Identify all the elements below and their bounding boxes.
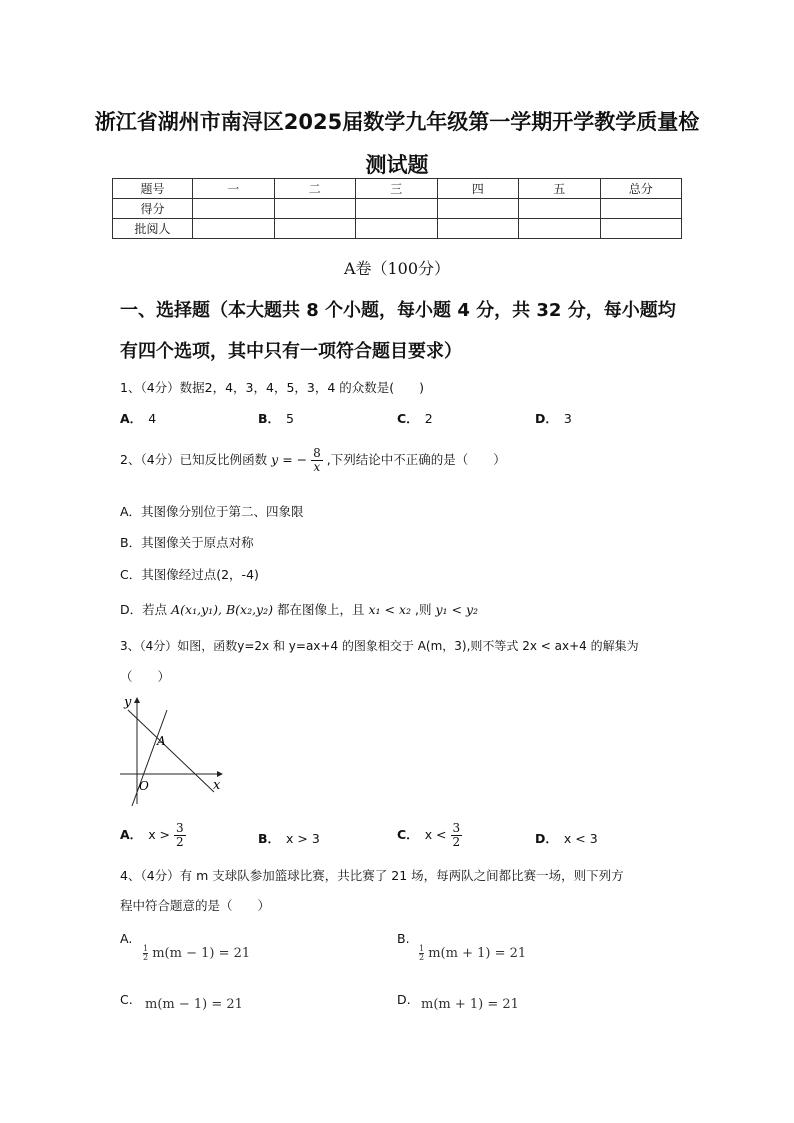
page-title-line-2: 测试题 bbox=[365, 153, 429, 177]
score-cell[interactable] bbox=[193, 199, 275, 219]
q4-option-d[interactable]: m(m + 1) = 21 bbox=[421, 997, 519, 1012]
question-2-text: 2、（4分）已知反比例函数 y = − $\frac{8}{x}$ ,下列结论中不正确的是（ ） bbox=[120, 446, 506, 474]
header-cell: 三 bbox=[356, 179, 438, 199]
header-cell: 四 bbox=[437, 179, 519, 199]
section-1-heading-line-2: 有四个选项，其中只有一项符合题目要求） bbox=[120, 341, 462, 362]
q3-option-c[interactable]: C． x < $\frac{3}{2}$ bbox=[397, 821, 461, 849]
q3-option-a[interactable]: A． x > $\frac{3}{2}$ bbox=[120, 821, 184, 849]
q2-option-c[interactable]: C．其图像经过点(2，-4) bbox=[120, 567, 259, 582]
score-cell[interactable] bbox=[356, 199, 438, 219]
score-table-header-row bbox=[113, 179, 682, 199]
score-cell[interactable] bbox=[437, 199, 519, 219]
q4-option-b-letter[interactable]: B. bbox=[397, 931, 410, 946]
score-cell[interactable] bbox=[519, 199, 601, 219]
header-cell: 总分 bbox=[600, 179, 682, 199]
reviewer-cell[interactable] bbox=[193, 219, 275, 239]
q1-option-c[interactable]: C． 2 bbox=[397, 411, 433, 426]
q3-option-d[interactable]: D． x < 3 bbox=[535, 831, 598, 846]
q3-option-b[interactable]: B． x > 3 bbox=[258, 831, 320, 846]
q4-option-c-letter[interactable]: C. bbox=[120, 992, 133, 1007]
q1-option-d[interactable]: D． 3 bbox=[535, 411, 572, 426]
section-1-heading-line-1: 一、选择题（本大题共 8 个小题，每小题 4 分，共 32 分，每小题均 bbox=[120, 300, 676, 321]
q2-option-a[interactable]: A．其图像分别位于第二、四象限 bbox=[120, 504, 304, 519]
question-4-text-line-2: 程中符合题意的是（ ） bbox=[120, 898, 271, 913]
score-cell[interactable] bbox=[274, 199, 356, 219]
q4-option-d-letter[interactable]: D. bbox=[397, 992, 411, 1007]
reviewer-cell[interactable] bbox=[600, 219, 682, 239]
score-table bbox=[112, 178, 682, 239]
intersection-label: A bbox=[157, 734, 166, 748]
row-label: 得分 bbox=[113, 199, 193, 219]
reviewer-cell[interactable] bbox=[437, 219, 519, 239]
q2-option-d[interactable]: D．若点 A(x₁,y₁), B(x₂,y₂) 都在图像上，且 x₁ < x₂ ,则 y₁ < y₂ bbox=[120, 602, 479, 617]
x-axis-label: x bbox=[213, 778, 221, 793]
question-4-text-line-1: 4、（4分）有 m 支球队参加篮球比赛，共比赛了 21 场，每两队之间都比赛一场，则下列方 bbox=[120, 868, 624, 883]
q4-option-a-letter[interactable]: A. bbox=[120, 931, 133, 946]
reviewer-cell[interactable] bbox=[356, 219, 438, 239]
function-lhs: y = − bbox=[271, 452, 308, 467]
header-cell: 二 bbox=[274, 179, 356, 199]
question-1-text: 1、（4分）数据2，4，3，4，5，3，4 的众数是( ) bbox=[120, 380, 425, 395]
function-fraction: $\frac{8}{x}$ bbox=[313, 446, 321, 474]
reviewer-cell[interactable] bbox=[519, 219, 601, 239]
q1-option-a[interactable]: A． 4 bbox=[120, 411, 157, 426]
y-axis-label: y bbox=[124, 695, 132, 710]
page-title-line-1: 浙江省湖州市南浔区2025届数学九年级第一学期开学教学质量检 bbox=[94, 110, 700, 134]
q4-option-b[interactable]: $\frac{1}{2} m(m + 1) = 21$ bbox=[419, 944, 527, 962]
score-row bbox=[113, 199, 682, 219]
q4-option-c[interactable]: m(m − 1) = 21 bbox=[145, 997, 243, 1012]
header-cell: 题号 bbox=[113, 179, 193, 199]
reviewer-cell[interactable] bbox=[274, 219, 356, 239]
header-cell: 一 bbox=[193, 179, 275, 199]
volume-label: A卷（100分） bbox=[343, 259, 451, 278]
q1-option-b[interactable]: B． 5 bbox=[258, 411, 294, 426]
question-3-text-line-1: 3、（4分）如图，函数y=2x 和 y=ax+4 的图象相交于 A(m，3),则不等式 2x < ax+4 的解集为 bbox=[120, 639, 639, 653]
reviewer-row bbox=[113, 219, 682, 239]
row-label: 批阅人 bbox=[113, 219, 193, 239]
q4-option-a[interactable]: $\frac{1}{2} m(m - 1) = 21$ bbox=[143, 944, 251, 962]
score-cell[interactable] bbox=[600, 199, 682, 219]
q2-option-b[interactable]: B．其图像关于原点对称 bbox=[120, 535, 254, 550]
header-cell: 五 bbox=[519, 179, 601, 199]
question-3-text-line-2: （ ） bbox=[120, 669, 171, 684]
function-graph bbox=[116, 692, 228, 810]
origin-label: O bbox=[139, 779, 149, 793]
